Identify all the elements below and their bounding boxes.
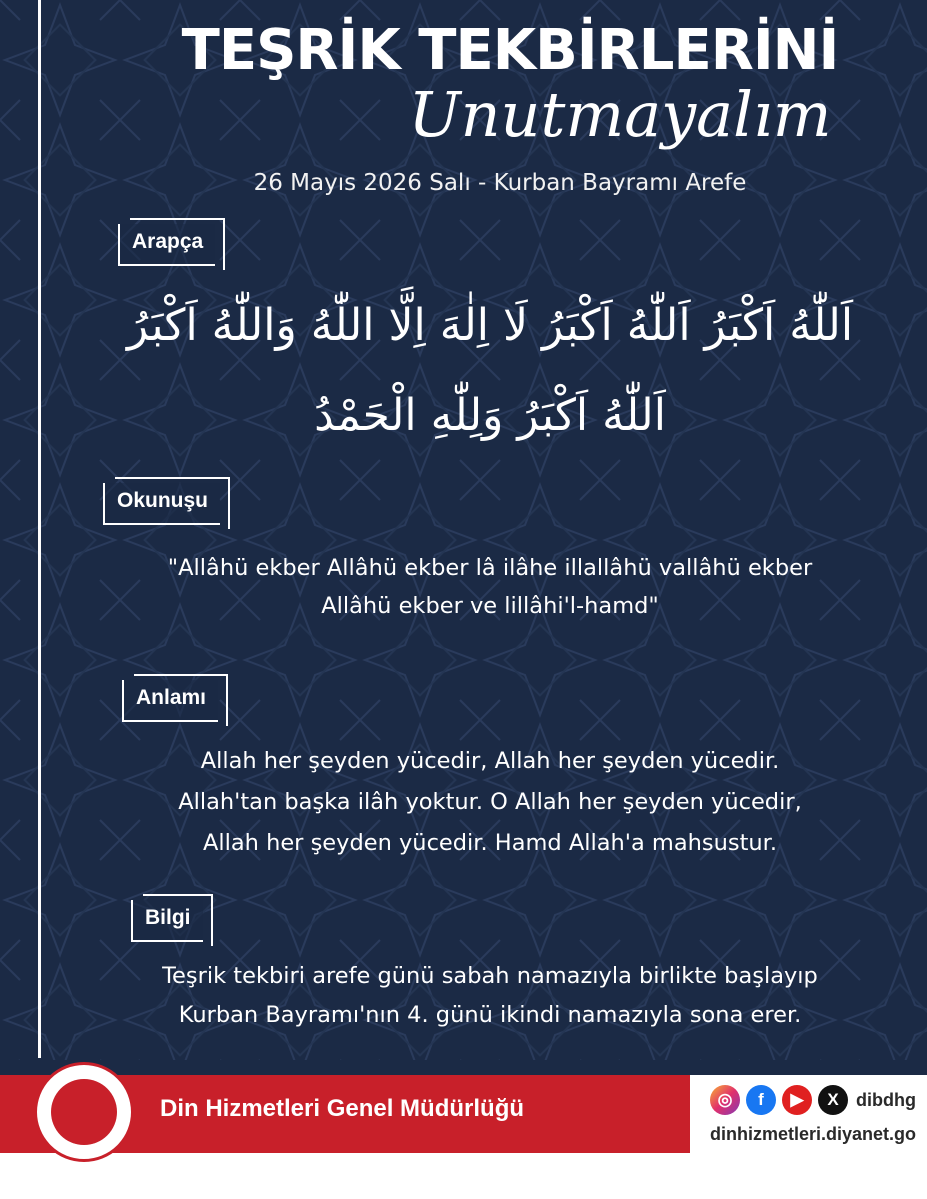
instagram-icon[interactable]: ◎ [710, 1085, 740, 1115]
page-subtitle: Unutmayalım [408, 78, 832, 151]
website-url[interactable]: dinhizmetleri.diyanet.go [710, 1124, 917, 1144]
meaning-text-line-1: Allah her şeyden yücedir, Allah her şeyden yücedir. [200, 748, 780, 774]
x-icon[interactable]: X [818, 1085, 848, 1115]
section-label-arabic: Arapça [118, 224, 215, 266]
meaning-text-line-3: Allah her şeyden yücedir. Hamd Allah'a mahsustur. [202, 830, 778, 856]
left-frame-line [38, 0, 41, 1058]
section-label-meaning: Anlamı [122, 680, 218, 722]
social-handle: dibdhg [856, 1090, 916, 1110]
organization-name: Din Hizmetleri Genel Müdürlüğü [160, 1095, 525, 1122]
reading-text-line-1: "Allâhü ekber Allâhü ekber lâ ilâhe illallâhü vallâhü ekber [167, 555, 813, 581]
page-title: TEŞRİK TEKBİRLERİNİ [181, 18, 839, 83]
info-text-line-1: Teşrik tekbiri arefe günü sabah namazıyla birlikte başlayıp [162, 963, 818, 989]
section-label-info: Bilgi [131, 900, 203, 942]
facebook-icon[interactable]: f [746, 1085, 776, 1115]
social-icons [710, 1085, 848, 1115]
reading-text-line-2: Allâhü ekber ve lillâhi'l-hamd" [321, 593, 659, 619]
date-line: 26 Mayıs 2026 Salı - Kurban Bayramı Arefe [253, 170, 747, 196]
arabic-text-line-2: اَللّٰهُ اَكْبَرُ وَلِلّٰهِ الْحَمْدُ [314, 390, 666, 441]
youtube-icon[interactable]: ▶ [782, 1085, 812, 1115]
info-text-line-2: Kurban Bayramı'nın 4. günü ikindi namazıyla sona erer. [178, 1002, 802, 1028]
diyanet-seal-logo [34, 1062, 134, 1162]
section-label-reading: Okunuşu [103, 483, 220, 525]
meaning-text-line-2: Allah'tan başka ilâh yoktur. O Allah her şeyden yücedir, [178, 789, 802, 815]
arabic-text-line-1: اَللّٰهُ اَكْبَرُ اَللّٰهُ اَكْبَرُ لَا اِلٰهَ اِلَّا اللّٰهُ وَاللّٰهُ اَكْبَرُ [126, 300, 854, 351]
